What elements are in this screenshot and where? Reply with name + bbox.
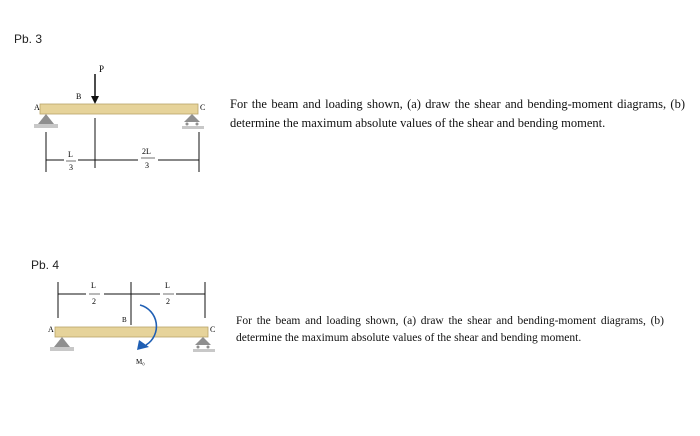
roller-support-c (184, 114, 200, 122)
dim2-den: 3 (145, 161, 149, 170)
point-b-label: B (76, 92, 82, 101)
dim4-1-num: L (91, 281, 96, 290)
point4-b-label: B (122, 316, 127, 324)
pin-support-a (38, 114, 54, 124)
dim1-num: L (68, 150, 73, 159)
point-c-label: C (200, 103, 206, 112)
dim1-den: 3 (69, 163, 73, 172)
dim4-2-num: L (165, 281, 170, 290)
load-label-p: P (99, 64, 105, 74)
beam (40, 104, 198, 114)
problem-3-title: Pb. 3 (14, 32, 43, 46)
dim2-num: 2L (142, 147, 151, 156)
point4-a-label: A (48, 325, 54, 334)
problem-4-title: Pb. 4 (31, 258, 60, 272)
problem-3-text: For the beam and loading shown, (a) draw the shear and bending-moment diagrams, (b) determine the maximum absolute values of the shear and bending moment. (230, 97, 685, 130)
point4-c-label: C (210, 325, 216, 334)
problem-4-text: For the beam and loading shown, (a) draw the shear and bending-moment diagrams, (b) determine the maximum absolute values of the shear and bending moment. (236, 315, 664, 344)
ground-a (34, 124, 58, 128)
dim4-2-den: 2 (166, 297, 170, 306)
moment-label: M₀ (136, 358, 145, 366)
dim4-1-den: 2 (92, 297, 96, 306)
point-a-label: A (34, 103, 40, 112)
ground-c (182, 126, 204, 129)
load-arrow-head (91, 96, 99, 104)
